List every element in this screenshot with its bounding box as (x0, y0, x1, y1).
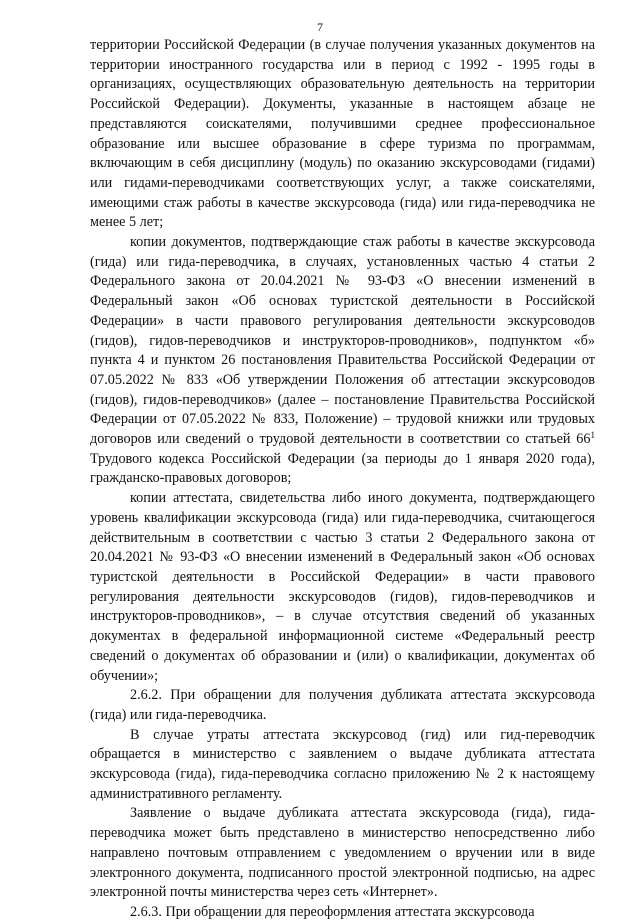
paragraph-text: копии документов, подтверждающие стаж работы в качестве экскурсовода (гида) или гида-переводчика, в случаях, установленных частью 4 статьи 2 Федерального закона от 20.04.2021 № 93-ФЗ «О внесении изменений в Федеральный закон «Об основах туристской деятельности в Российской Федерации» в части правового регулирования деятельности экскурсоводов (гидов), гидов-переводчиков и инструкторов-проводников», подпунктом «б» пункта 4 и пунктом 26 постановления Правительства Российской Федерации от 07.05.2022 № 833 «Об утверждении Положения об аттестации экскурсоводов (гидов), гидов-переводчиков» (далее – постановление Правительства Российской Федерации от 07.05.2022 № 833, Положение) – трудовой книжки или трудовых договоров или сведений о трудовой деятельности в соответствии со статьей 66 (90, 234, 595, 448)
paragraph-section-2-6-2: 2.6.2. При обращении для получения дубликата аттестата экскурсовода (гида) или гида-переводчика. (90, 687, 595, 723)
paragraph-section-2-6-3: 2.6.3. При обращении для переоформления аттестата экскурсовода (130, 903, 535, 920)
paragraph-work-experience-copies (90, 233, 595, 489)
paragraph-certificate-copies: копии аттестата, свидетельства либо иного документа, подтверждающего уровень квалификации экскурсовода (гида) или гида-переводчика, считающегося действительным в соответствии с частью 3 статьи 2 Федерального закона от 20.04.2021 № 93-ФЗ «О внесении изменений в Федеральный закон «Об основах туристской деятельности в Российской Федерации» в части правового регулирования деятельности экскурсоводов (гидов), гидов-переводчиков и инструкторов-проводников», – в случае отсутствия сведений об указанных документах в федеральной информационной системе «Федеральный реестр сведений о документах об образовании и (или) о квалификации, документах об обучении»; (90, 490, 595, 684)
paragraph-text: Трудового кодекса Российской Федерации (за периоды до 1 января 2020 года), гражданско-правовых договоров; (90, 450, 595, 487)
paragraph-loss-of-certificate: В случае утраты аттестата экскурсовод (гид) или гид-переводчик обращается в министерство с заявлением о выдаче дубликата аттестата экскурсовода (гида), гида-переводчика согласно приложению № 2 к настоящему административного регламенту. (90, 726, 595, 802)
paragraph-territory-documents: территории Российской Федерации (в случае получения указанных документов на территории иностранного государства или в период с 1992 - 1995 годы в организациях, осуществляющих образовательную деятельность на территории Российской Федерации). Документы, указанные в настоящем абзаце не представляются соискателями, получившими среднее профессиональное образование или высшее образование в сфере туризма по программам, включающим в себя дисциплину (модуль) по оказанию экскурсоводами (гидами) или гидами-переводчиками соответствующих услуг, а также соискателями, имеющими стаж работы в качестве экскурсовода (гида) или гида-переводчика не менее 5 лет; (90, 37, 595, 231)
page-number: 7 (317, 20, 323, 34)
paragraph-duplicate-application: Заявление о выдаче дубликата аттестата экскурсовода (гида), гида-переводчика может быть представлено в министерство непосредственно либо направлено почтовым отправлением с уведомлением о вручении или в виде электронного документа, подписанного простой электронной подписью, на адрес электронной почты министерства через сеть «Интернет». (90, 805, 595, 901)
superscript-footnote: 1 (590, 430, 595, 441)
